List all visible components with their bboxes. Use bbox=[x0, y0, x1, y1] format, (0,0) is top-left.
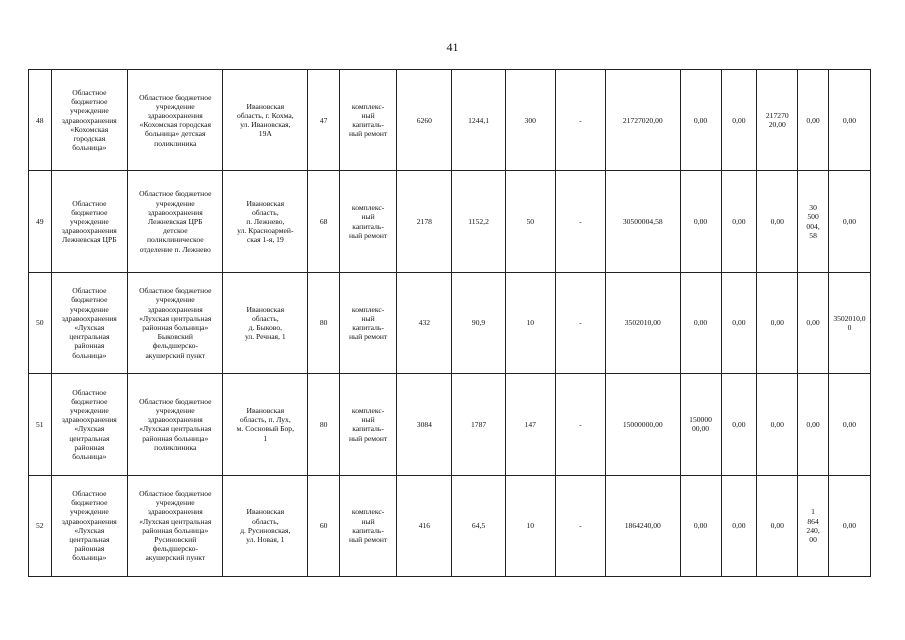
cell-col-7: 1152,2 bbox=[452, 171, 505, 272]
capital-repair-table bbox=[28, 69, 871, 577]
cell-col-9: - bbox=[555, 272, 605, 373]
cell-col-15: 0,00 bbox=[828, 171, 870, 272]
facility-name: Областное бюджетное учреждение здравоохранения «Кохомская городская больница» детская поликлиника bbox=[128, 70, 223, 171]
cell-col-15: 3502010,0 0 bbox=[828, 272, 870, 373]
facility-address: Ивановская область, п. Лух, м. Сосновый Бор, 1 bbox=[223, 374, 308, 475]
facility-address: Ивановская область, д. Русиновская, ул. Новая, 1 bbox=[223, 475, 308, 576]
cell-col-6: 2178 bbox=[397, 171, 452, 272]
cell-col-15: 0,00 bbox=[828, 374, 870, 475]
cell-col-12: 0,00 bbox=[721, 374, 757, 475]
cell-col-6: 3084 bbox=[397, 374, 452, 475]
cell-col-11: 150000 00,00 bbox=[680, 374, 721, 475]
cell-col-8: 10 bbox=[505, 272, 555, 373]
total-cost: 3502010,00 bbox=[605, 272, 680, 373]
cell-col-6: 432 bbox=[397, 272, 452, 373]
cell-col-4: 80 bbox=[308, 272, 340, 373]
facility-name: Областное бюджетное учреждение здравоохранения «Лухская центральная районная больница» поликлиника bbox=[128, 374, 223, 475]
cell-col-9: - bbox=[555, 171, 605, 272]
cell-col-14: 30 500 004, 58 bbox=[798, 171, 829, 272]
facility-address: Ивановская область, г. Кохма, ул. Ивановская, 19А bbox=[223, 70, 308, 171]
cell-col-8: 50 bbox=[505, 171, 555, 272]
cell-col-13: 0,00 bbox=[757, 272, 798, 373]
cell-col-7: 64,5 bbox=[452, 475, 505, 576]
cell-col-13: 0,00 bbox=[757, 475, 798, 576]
page-number: 41 bbox=[446, 40, 459, 54]
cell-col-11: 0,00 bbox=[680, 70, 721, 171]
organization-name: Областное бюджетное учреждение здравоохранения «Лухская центральная районная больница» bbox=[51, 272, 128, 373]
row-number: 51 bbox=[29, 374, 52, 475]
cell-col-9: - bbox=[555, 374, 605, 475]
cell-col-9: - bbox=[555, 475, 605, 576]
row-number: 50 bbox=[29, 272, 52, 373]
cell-col-14: 1 864 240, 00 bbox=[798, 475, 829, 576]
cell-col-8: 10 bbox=[505, 475, 555, 576]
cell-col-4: 68 bbox=[308, 171, 340, 272]
cell-col-11: 0,00 bbox=[680, 171, 721, 272]
cell-col-13: 0,00 bbox=[757, 171, 798, 272]
cell-col-15: 0,00 bbox=[828, 70, 870, 171]
organization-name: Областное бюджетное учреждение здравоохранения Лежневская ЦРБ bbox=[51, 171, 128, 272]
cell-col-11: 0,00 bbox=[680, 475, 721, 576]
row-number: 48 bbox=[29, 70, 52, 171]
cell-col-14: 0,00 bbox=[798, 374, 829, 475]
facility-address: Ивановская область, д. Быково, ул. Речная, 1 bbox=[223, 272, 308, 373]
row-number: 49 bbox=[29, 171, 52, 272]
cell-col-9: - bbox=[555, 70, 605, 171]
cell-col-12: 0,00 bbox=[721, 475, 757, 576]
cell-col-13: 217270 20,00 bbox=[757, 70, 798, 171]
cell-col-6: 6260 bbox=[397, 70, 452, 171]
facility-name: Областное бюджетное учреждение здравоохранения «Лухская центральная районная больница» Русиновский фельдшерско- акушерский пункт bbox=[128, 475, 223, 576]
facility-name: Областное бюджетное учреждение здравоохранения «Лухская центральная районная больница» Быковский фельдшерско- акушерский пункт bbox=[128, 272, 223, 373]
work-type: комплекс- ный капиталь- ный ремонт bbox=[339, 70, 396, 171]
facility-address: Ивановская область, п. Лежнево, ул. Красноармей- ская 1-я, 19 bbox=[223, 171, 308, 272]
cell-col-4: 80 bbox=[308, 374, 340, 475]
cell-col-7: 1244,1 bbox=[452, 70, 505, 171]
cell-col-8: 300 bbox=[505, 70, 555, 171]
cell-col-7: 90,9 bbox=[452, 272, 505, 373]
cell-col-11: 0,00 bbox=[680, 272, 721, 373]
work-type: комплекс- ный капиталь- ный ремонт bbox=[339, 171, 396, 272]
cell-col-14: 0,00 bbox=[798, 272, 829, 373]
cell-col-12: 0,00 bbox=[721, 171, 757, 272]
cell-col-4: 60 bbox=[308, 475, 340, 576]
table-row bbox=[29, 171, 871, 272]
cell-col-4: 47 bbox=[308, 70, 340, 171]
table-row bbox=[29, 70, 871, 171]
organization-name: Областное бюджетное учреждение здравоохранения «Лухская центральная районная больница» bbox=[51, 475, 128, 576]
work-type: комплекс- ный капиталь- ный ремонт bbox=[339, 272, 396, 373]
organization-name: Областное бюджетное учреждение здравоохранения «Кохомская городская больница» bbox=[51, 70, 128, 171]
cell-col-15: 0,00 bbox=[828, 475, 870, 576]
table-body bbox=[29, 70, 871, 577]
cell-col-14: 0,00 bbox=[798, 70, 829, 171]
table-row bbox=[29, 374, 871, 475]
facility-name: Областное бюджетное учреждение здравоохранения Лежневская ЦРБ детское поликлиническое отделение п. Лежнево bbox=[128, 171, 223, 272]
total-cost: 1864240,00 bbox=[605, 475, 680, 576]
total-cost: 30500004,58 bbox=[605, 171, 680, 272]
work-type: комплекс- ный капиталь- ный ремонт bbox=[339, 475, 396, 576]
organization-name: Областное бюджетное учреждение здравоохранения «Лухская центральная районная больница» bbox=[51, 374, 128, 475]
work-type: комплекс- ный капиталь- ный ремонт bbox=[339, 374, 396, 475]
cell-col-7: 1787 bbox=[452, 374, 505, 475]
table-row bbox=[29, 475, 871, 576]
cell-col-6: 416 bbox=[397, 475, 452, 576]
row-number: 52 bbox=[29, 475, 52, 576]
cell-col-8: 147 bbox=[505, 374, 555, 475]
total-cost: 21727020,00 bbox=[605, 70, 680, 171]
cell-col-12: 0,00 bbox=[721, 70, 757, 171]
total-cost: 15000000,00 bbox=[605, 374, 680, 475]
table-row bbox=[29, 272, 871, 373]
cell-col-12: 0,00 bbox=[721, 272, 757, 373]
cell-col-13: 0,00 bbox=[757, 374, 798, 475]
